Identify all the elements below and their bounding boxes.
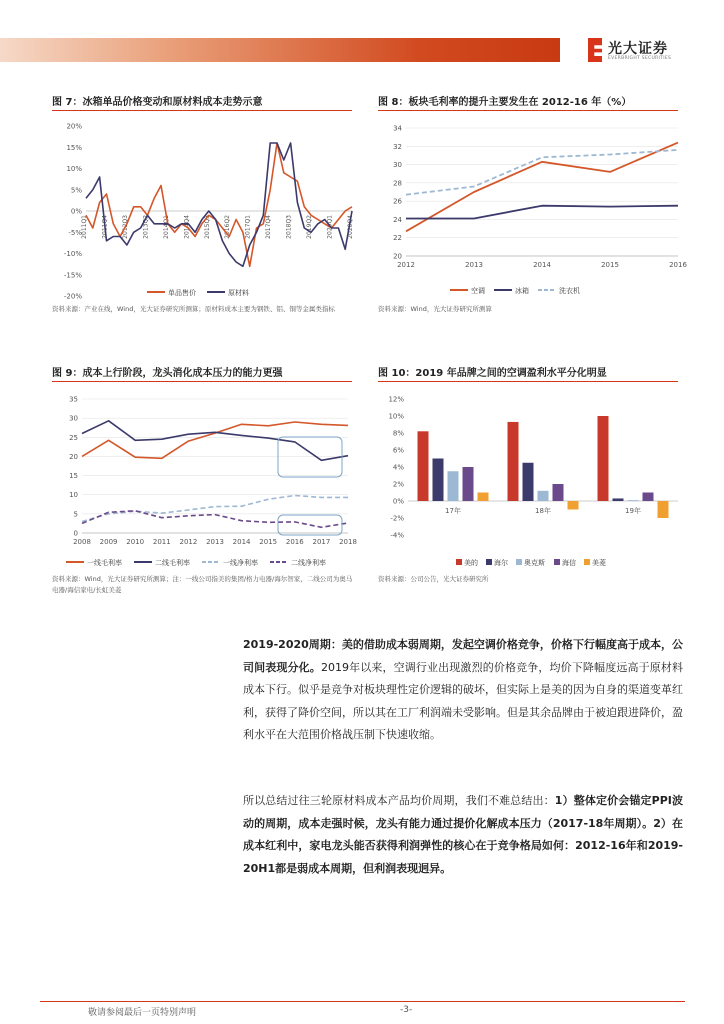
- bar-0-2: [598, 416, 609, 501]
- x-tick-label: 2018: [339, 538, 357, 546]
- y-tick-label: 30: [393, 161, 402, 170]
- header-color-bar: [0, 38, 560, 62]
- fig10-title-rule: [378, 381, 678, 382]
- fig9-source: 资料来源：Wind，光大证券研究所测算；注：一线公司指美的集团/格力电器/海尔智家，二线公司为奥马电器/海信家电/长虹美菱: [52, 575, 353, 594]
- paragraph-2-points: 1）整体定价会锚定PPI波动的周期，成本走强时候，龙头有能力通过提价化解成本压力（2017-18年周期）。2）在成本红利中，家电龙头能否获得利润弹性的核心在于竞争格局如何：2012-16年和2019-20H1都是弱成本周期，但利润表现迥异。: [243, 794, 684, 875]
- x-tick-label: 2016Q2: [224, 215, 232, 239]
- y-tick-label: 20: [69, 452, 78, 461]
- fig9-title: 图 9：成本上行阶段，龙头消化成本压力的能力更强: [52, 368, 283, 379]
- x-tick-label: 2013Q2: [142, 215, 150, 239]
- fig9-chart: [52, 387, 357, 573]
- legend-label-0: 美的: [464, 559, 478, 567]
- legend-label-3: 海信: [562, 559, 576, 567]
- x-tick-label: 2012: [179, 538, 198, 546]
- x-tick-label: 19年: [625, 506, 641, 515]
- x-tick-label: 2015: [259, 538, 278, 546]
- fig7-title: 图 7：冰箱单品价格变动和原材料成本走势示意: [52, 97, 263, 108]
- bar-2-2: [628, 500, 639, 501]
- x-tick-label: 2017Q4: [265, 215, 273, 239]
- x-tick-label: 2013: [206, 538, 224, 546]
- y-tick-label: 10%: [388, 412, 404, 421]
- series-line-0: [82, 422, 348, 458]
- paragraph-1: [243, 634, 683, 747]
- legend-label-0: 单品售价: [168, 289, 196, 297]
- bar-3-1: [553, 484, 564, 501]
- y-tick-label: -15%: [63, 271, 82, 280]
- x-tick-label: 2020Q4: [347, 215, 354, 239]
- x-tick-label: 17年: [445, 506, 461, 515]
- x-tick-label: 2019Q2: [306, 215, 314, 239]
- legend-label-1: 原材料: [228, 289, 249, 297]
- y-tick-label: 10: [69, 491, 78, 500]
- legend-swatch-2: [516, 559, 522, 565]
- x-tick-label: 2012: [397, 261, 415, 269]
- y-tick-label: 6%: [392, 446, 404, 455]
- y-tick-label: -10%: [63, 250, 82, 258]
- fig8-title: 图 8：板块毛利率的提升主要发生在 2012-16 年（%）: [378, 97, 632, 108]
- x-tick-label: 2010: [126, 538, 145, 546]
- y-tick-label: 5%: [70, 186, 82, 195]
- series-line-2: [406, 150, 678, 195]
- x-tick-label: 2015: [601, 261, 619, 269]
- x-tick-label: 2016: [669, 261, 687, 269]
- legend-label-0: 一线毛利率: [87, 559, 122, 567]
- legend-swatch-0: [456, 559, 462, 565]
- legend-label-2: 一线净利率: [223, 559, 258, 567]
- legend-label-3: 二线净利率: [291, 559, 326, 567]
- bar-4-2: [658, 501, 669, 518]
- y-tick-label: 32: [393, 142, 402, 151]
- x-tick-label: 2011Q1: [81, 215, 88, 239]
- fig10-chart: [378, 387, 683, 573]
- brand-name-en: EVERBRIGHT SECURITIES: [608, 56, 672, 61]
- y-tick-label: 0: [73, 529, 78, 538]
- x-tick-label: 18年: [535, 506, 551, 515]
- y-tick-label: 0%: [70, 207, 82, 216]
- y-tick-label: 4%: [392, 463, 404, 472]
- y-tick-label: 15: [69, 472, 78, 481]
- legend-swatch-3: [554, 559, 560, 565]
- bar-0-1: [508, 422, 519, 501]
- series-line-1: [86, 143, 352, 266]
- legend-label-2: 奥克斯: [524, 559, 545, 567]
- legend-swatch-4: [584, 559, 590, 565]
- y-tick-label: 22: [393, 234, 402, 243]
- paragraph-2: [243, 790, 683, 880]
- fig8-source: 资料来源：Wind，光大证券研究所测算: [378, 305, 492, 313]
- brand-logo: [588, 38, 698, 66]
- y-tick-label: 26: [393, 197, 402, 206]
- y-tick-label: 34: [393, 124, 402, 133]
- fig7-title-rule: [52, 110, 352, 111]
- legend-label-1: 冰箱: [515, 287, 529, 295]
- highlight-box-margin: [278, 437, 342, 477]
- legend-swatch-1: [486, 559, 492, 565]
- bar-0-0: [418, 431, 429, 501]
- y-tick-label: 30: [69, 414, 78, 423]
- bar-3-0: [463, 467, 474, 501]
- brand-name-cn: 光大证券: [608, 41, 668, 57]
- bar-1-2: [613, 498, 624, 501]
- x-tick-label: 2009: [99, 538, 118, 546]
- bar-3-2: [643, 493, 654, 502]
- fig7-chart: [52, 116, 357, 304]
- y-tick-label: 20: [393, 252, 402, 261]
- y-tick-label: 12%: [388, 395, 404, 404]
- y-tick-label: 20%: [66, 122, 82, 131]
- x-tick-label: 2014Q4: [183, 215, 191, 239]
- x-tick-label: 2015Q3: [203, 215, 211, 239]
- paragraph-1-body: 2019年以来，空调行业出现激烈的价格竞争，均价下降幅度远高于原材料成本下行。似乎是竞争对板块理性定价逻辑的破坏，但实际上是美的因为自身的渠道变革红利，获得了降价空间，所以其在工厂利润端未受影响。但是其余品牌由于被迫跟进降价，盈利水平在大范围价格战压制下快速收缩。: [243, 660, 683, 741]
- fig8-title-rule: [378, 110, 678, 111]
- series-line-0: [86, 143, 352, 266]
- x-tick-label: 2018Q3: [285, 215, 293, 239]
- bar-2-1: [538, 491, 549, 501]
- page-number: -3-: [400, 1005, 413, 1015]
- fig10-title: 图 10：2019 年品牌之间的空调盈利水平分化明显: [378, 368, 607, 379]
- x-tick-label: 2014Q1: [162, 215, 170, 239]
- bar-4-0: [478, 493, 489, 502]
- x-tick-label: 2014: [533, 261, 551, 269]
- x-tick-label: 2012Q3: [121, 215, 129, 239]
- legend-label-4: 美菱: [592, 559, 606, 567]
- y-tick-label: -4%: [390, 531, 404, 540]
- legend-label-1: 海尔: [494, 559, 508, 567]
- footer-disclaimer: 敬请参阅最后一页特别声明: [88, 1008, 197, 1018]
- y-tick-label: 28: [393, 179, 402, 188]
- bar-1-0: [433, 459, 444, 502]
- x-tick-label: 2017Q1: [244, 215, 252, 239]
- x-tick-label: 2013: [465, 261, 483, 269]
- paragraph-2-intro: 所以总结过往三轮原材料成本产品均价周期，我们不难总结出：: [243, 794, 555, 807]
- x-tick-label: 2011: [152, 538, 171, 546]
- paragraph-1-lead: 2019-2020周期：美的借助成本弱周期，发起空调价格竞争，价格下行幅度高于成本，公司间表现分化。: [243, 638, 683, 674]
- legend-label-2: 洗衣机: [559, 287, 580, 295]
- y-tick-label: 0%: [392, 497, 404, 506]
- x-tick-label: 2011Q4: [101, 215, 109, 239]
- fig9-title-rule: [52, 381, 352, 382]
- y-tick-label: 24: [393, 215, 402, 224]
- series-line-2: [82, 496, 348, 522]
- y-tick-label: -20%: [63, 292, 82, 301]
- y-tick-label: 35: [69, 395, 78, 404]
- y-tick-label: 25: [69, 433, 78, 442]
- series-line-1: [82, 421, 348, 461]
- fig10-source: 资料来源：公司公告，光大证券研究所: [378, 575, 489, 583]
- x-tick-label: 2017: [312, 538, 331, 546]
- x-tick-label: 2020Q1: [326, 215, 334, 239]
- y-tick-label: 5: [73, 510, 78, 519]
- y-tick-label: 8%: [392, 429, 404, 438]
- y-tick-label: 15%: [66, 143, 82, 152]
- legend-label-0: 空调: [471, 287, 485, 295]
- bar-2-0: [448, 471, 459, 501]
- y-tick-label: 2%: [392, 480, 404, 489]
- legend-label-1: 二线毛利率: [155, 559, 190, 567]
- x-tick-label: 2014: [232, 538, 251, 546]
- bar-4-1: [568, 501, 579, 510]
- fig8-chart: [378, 116, 687, 304]
- y-tick-label: -5%: [68, 228, 82, 237]
- footer-rule: [40, 1001, 685, 1002]
- y-tick-label: -2%: [390, 514, 404, 523]
- y-tick-label: 10%: [66, 165, 82, 173]
- x-tick-label: 2008: [73, 538, 91, 546]
- x-tick-label: 2016: [285, 538, 304, 546]
- fig7-source: 资料来源：产业在线，Wind，光大证券研究所测算；原材料成本主要为钢铁、铝、铜等金属类指标: [52, 305, 335, 313]
- brand-logo-icon: [588, 38, 602, 62]
- bar-1-1: [523, 463, 534, 501]
